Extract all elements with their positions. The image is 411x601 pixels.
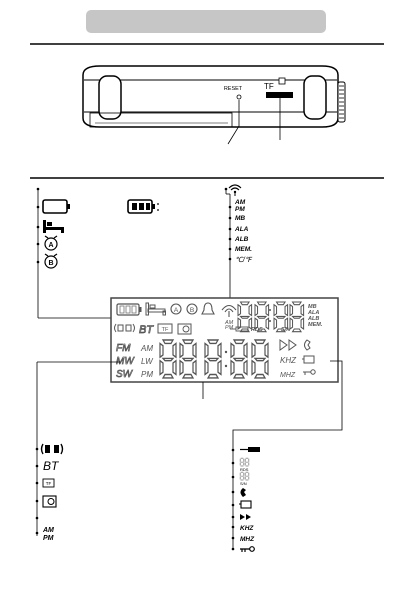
svg-text:BT: BT (43, 459, 59, 473)
alarm-b-icon (45, 254, 57, 268)
legend-tf-icon (43, 479, 54, 487)
svg-text:MB: MB (235, 215, 246, 222)
legend-play-icon (240, 514, 251, 520)
svg-text:B: B (48, 260, 54, 267)
svg-text:SW: SW (116, 369, 133, 380)
legend-speaker-icon (42, 444, 63, 454)
tuning-knob (338, 82, 345, 122)
reset-pinhole (237, 95, 241, 99)
legend-key-icon (240, 547, 254, 552)
svg-text:TF: TF (45, 481, 52, 486)
lcd-display (111, 298, 338, 382)
svg-text:℃/℉: ℃/℉ (235, 257, 252, 264)
svg-text:PM: PM (235, 206, 245, 213)
radio-device (83, 66, 345, 144)
svg-text:PM: PM (43, 535, 54, 542)
svg-text:LW: LW (141, 357, 153, 366)
svg-text:MHZ: MHZ (240, 536, 255, 543)
svg-text:KHZ: KHZ (240, 525, 254, 532)
svg-text:AM: AM (225, 320, 234, 326)
svg-text:A: A (173, 307, 179, 314)
svg-text:PM: PM (141, 370, 153, 379)
reset-label: RESET (223, 86, 243, 92)
svg-text:PM: PM (225, 325, 234, 331)
svg-text:FM: FM (116, 343, 131, 354)
sleep-bed-icon (43, 220, 64, 233)
svg-text:AM: AM (235, 199, 246, 206)
svg-text:KHZ: KHZ (280, 356, 296, 365)
svg-text:ALA: ALA (235, 226, 249, 233)
legend-card-icon (239, 501, 251, 508)
alarm-a-icon (45, 236, 57, 250)
wifi-antenna-icon (229, 185, 241, 196)
svg-text:AM: AM (141, 344, 153, 353)
tf-card-icon (279, 78, 285, 84)
svg-text:AM: AM (43, 527, 54, 534)
svg-text:MEM.: MEM. (235, 246, 252, 253)
svg-text:ALA: ALA (308, 310, 320, 316)
svg-text:MW: MW (116, 356, 134, 367)
legend-right-top (225, 185, 253, 298)
svg-text:S/N: S/N (240, 481, 247, 486)
svg-text:MB: MB (308, 304, 317, 310)
svg-text:RDS: RDS (240, 467, 249, 472)
legend-right-bottom (232, 361, 342, 552)
tf-slot-label: TF (264, 82, 274, 91)
legend-plug-icon (240, 447, 260, 452)
tf-card-slot (266, 92, 293, 98)
legend-rds-icon (240, 458, 249, 472)
svg-text:MHZ: MHZ (280, 372, 296, 379)
battery-empty-icon (43, 200, 67, 213)
svg-text:MEM.: MEM. (308, 322, 323, 328)
legend-sn-icon (240, 472, 249, 486)
svg-text:S/N: S/N (281, 327, 291, 333)
svg-text:A: A (48, 242, 54, 249)
legend-phone-icon (241, 488, 247, 497)
svg-text:TF: TF (161, 327, 169, 333)
legend-left-bottom (36, 362, 120, 542)
svg-text:ALB: ALB (235, 236, 249, 243)
right-handle (304, 76, 326, 119)
svg-text:RDS: RDS (251, 327, 263, 333)
svg-text:ALB: ALB (308, 316, 320, 322)
left-handle (99, 76, 121, 119)
svg-text:B: B (189, 307, 195, 314)
svg-text:BT: BT (139, 324, 154, 336)
legend-radio-icon (43, 496, 56, 507)
